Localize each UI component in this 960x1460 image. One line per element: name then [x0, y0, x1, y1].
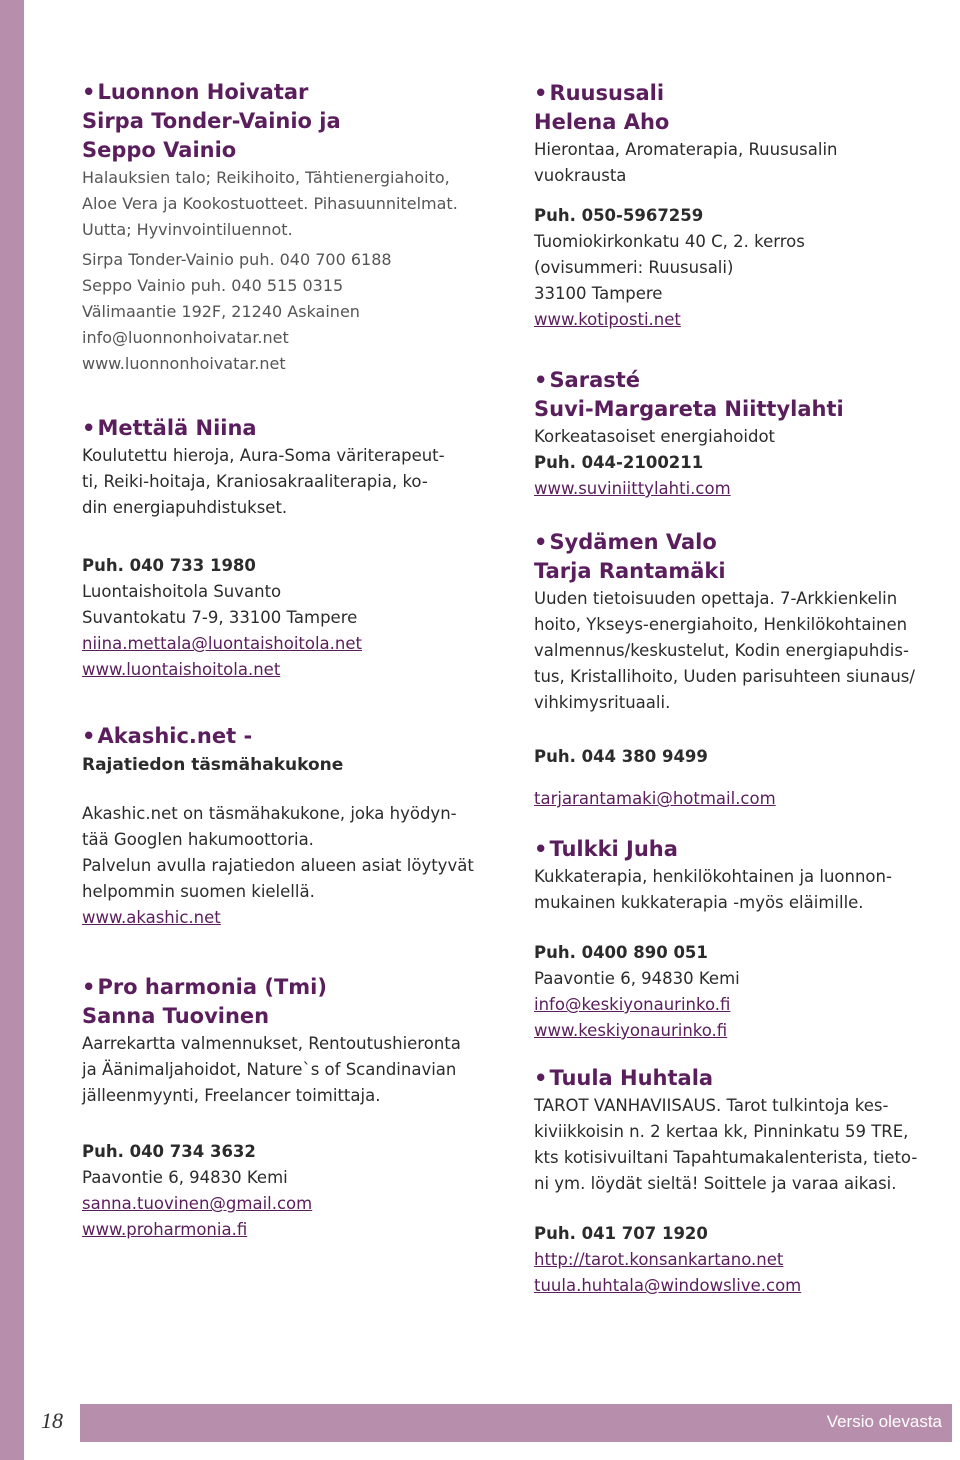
listing-saraste [534, 366, 954, 502]
description-line: Kukkaterapia, henkilökohtainen ja luonnon- [534, 867, 892, 886]
listing-ruususali [534, 79, 954, 333]
website-link[interactable]: http://tarot.konsankartano.net [534, 1250, 784, 1269]
website-link[interactable]: www.kotiposti.net [534, 310, 681, 329]
listing-subtitle: Helena Aho [534, 110, 670, 134]
description-line: Akashic.net on täsmähakukone, joka hyödyn- [82, 804, 457, 823]
phone-line: Puh. 044 380 9499 [534, 747, 708, 766]
description-line: kiviikkoisin n. 2 kertaa kk, Pinninkatu 59 TRE, [534, 1122, 909, 1141]
listing-title: • Mettälä Niina [82, 414, 507, 443]
listing-mettala-niina [82, 414, 507, 683]
email-link[interactable]: tuula.huhtala@windowslive.com [534, 1276, 802, 1295]
description-line: Aarrekartta valmennukset, Rentoutushieronta [82, 1034, 461, 1053]
website-link[interactable]: www.proharmonia.fi [82, 1220, 248, 1239]
email-link[interactable]: tarjarantamaki@hotmail.com [534, 789, 776, 808]
description-line: kts kotisivuiltani Tapahtumakalenterista, tieto- [534, 1148, 918, 1167]
listing-title: • Sydämen Valo [534, 528, 954, 557]
phone-line: Puh. 050-5967259 [534, 206, 704, 225]
phone-line: Puh. 040 733 1980 [82, 556, 256, 575]
listing-title: • Pro harmonia (Tmi) [82, 973, 507, 1002]
listing-tuula-huhtala [534, 1064, 954, 1299]
description-line: Hierontaa, Aromaterapia, Ruususalin [534, 140, 838, 159]
email-link[interactable]: niina.mettala@luontaishoitola.net [82, 634, 362, 653]
description-line: TAROT VANHAVIISAUS. Tarot tulkintoja kes- [534, 1096, 889, 1115]
listing-subtitle: Sanna Tuovinen [82, 1004, 270, 1028]
listing-sydamen-valo [534, 528, 954, 812]
email-link[interactable]: sanna.tuovinen@gmail.com [82, 1194, 313, 1213]
description-line: Uuden tietoisuuden opettaja. 7-Arkkienkelin [534, 589, 898, 608]
address-line: Paavontie 6, 94830 Kemi [82, 1168, 288, 1187]
website-link[interactable]: www.akashic.net [82, 908, 221, 927]
description-line: ja Äänimaljahoidot, Nature`s of Scandinavian [82, 1060, 457, 1079]
description-line: Aloe Vera ja Kookostuotteet. Pihasuunnitelmat. [82, 194, 458, 213]
place-name: Luontaishoitola Suvanto [82, 582, 282, 601]
website-link[interactable]: www.keskiyonaurinko.fi [534, 1021, 728, 1040]
phone-line: Sirpa Tonder-Vainio puh. 040 700 6188 [82, 250, 392, 269]
website-link[interactable]: www.luonnonhoivatar.net [82, 354, 286, 373]
description-line: jälleenmyynti, Freelancer toimittaja. [82, 1086, 381, 1105]
address-line: 33100 Tampere [534, 284, 663, 303]
footer-text: Versio olevasta [826, 1412, 942, 1431]
side-accent-bar [0, 0, 24, 1460]
listing-subtitle: Suvi-Margareta Niittylahti [534, 397, 844, 421]
listing-title: • Akashic.net - [82, 722, 507, 751]
description-line: ti, Reiki-hoitaja, Kraniosakraaliterapia, ko- [82, 472, 428, 491]
page-number: 18 [41, 1408, 63, 1433]
listing-title: • Sarasté [534, 366, 954, 395]
description-line: Palvelun avulla rajatiedon alueen asiat löytyvät [82, 856, 474, 875]
footer-band [80, 1404, 952, 1442]
description-line: hoito, Ykseys-energiahoito, Henkilökohtainen [534, 615, 908, 634]
listing-title: • Ruususali [534, 79, 954, 108]
website-link[interactable]: www.suviniittylahti.com [534, 479, 731, 498]
phone-line: Seppo Vainio puh. 040 515 0315 [82, 276, 344, 295]
email-link[interactable]: info@keskiyonaurinko.fi [534, 995, 731, 1014]
description-line: valmennus/keskustelut, Kodin energiapuhdis- [534, 641, 909, 660]
description-line: Halauksien talo; Reikihoito, Tähtienergiahoito, [82, 168, 450, 187]
description-line: tus, Kristallihoito, Uuden parisuhteen siunaus/ [534, 667, 915, 686]
description-line: vihkimysrituaali. [534, 693, 671, 712]
description-line: Uutta; Hyvinvointiluennot. [82, 220, 293, 239]
description-line: vuokrausta [534, 166, 627, 185]
listing-luonnon-hoivatar [82, 78, 507, 377]
phone-line: Puh. 044-2100211 [534, 453, 704, 472]
listing-pro-harmonia [82, 973, 507, 1243]
listing-tulkki-juha [534, 835, 954, 1044]
website-link[interactable]: www.luontaishoitola.net [82, 660, 281, 679]
listing-subtitle: Tarja Rantamäki [534, 559, 726, 583]
address-line: Välimaantie 192F, 21240 Askainen [82, 302, 360, 321]
phone-line: Puh. 0400 890 051 [534, 943, 708, 962]
description-line: Koulutettu hieroja, Aura-Soma väriterapeut- [82, 446, 445, 465]
phone-line: Puh. 041 707 1920 [534, 1224, 708, 1243]
listing-title: • Tulkki Juha [534, 835, 954, 864]
listing-title: • Tuula Huhtala [534, 1064, 954, 1093]
description-line: mukainen kukkaterapia -myös eläimille. [534, 893, 864, 912]
description-line: tää Googlen hakumoottoria. [82, 830, 314, 849]
address-line: Paavontie 6, 94830 Kemi [534, 969, 740, 988]
email-link[interactable]: info@luonnonhoivatar.net [82, 328, 289, 347]
description-line: helpommin suomen kielellä. [82, 882, 315, 901]
listing-subtitle: Seppo Vainio [82, 138, 237, 162]
address-line: Suvantokatu 7-9, 33100 Tampere [82, 608, 358, 627]
description-line: Korkeatasoiset energiahoidot [534, 427, 776, 446]
description-line: din energiapuhdistukset. [82, 498, 288, 517]
address-line: Tuomiokirkonkatu 40 C, 2. kerros [534, 232, 805, 251]
listing-akashic [82, 722, 507, 931]
phone-line: Puh. 040 734 3632 [82, 1142, 256, 1161]
description-line: ni ym. löydät sieltä! Soittele ja varaa aikasi. [534, 1174, 897, 1193]
listing-title: • Luonnon Hoivatar [82, 78, 507, 107]
address-line: (ovisummeri: Ruususali) [534, 258, 734, 277]
listing-subtitle: Rajatiedon täsmähakukone [82, 755, 344, 775]
listing-subtitle: Sirpa Tonder-Vainio ja [82, 109, 341, 133]
